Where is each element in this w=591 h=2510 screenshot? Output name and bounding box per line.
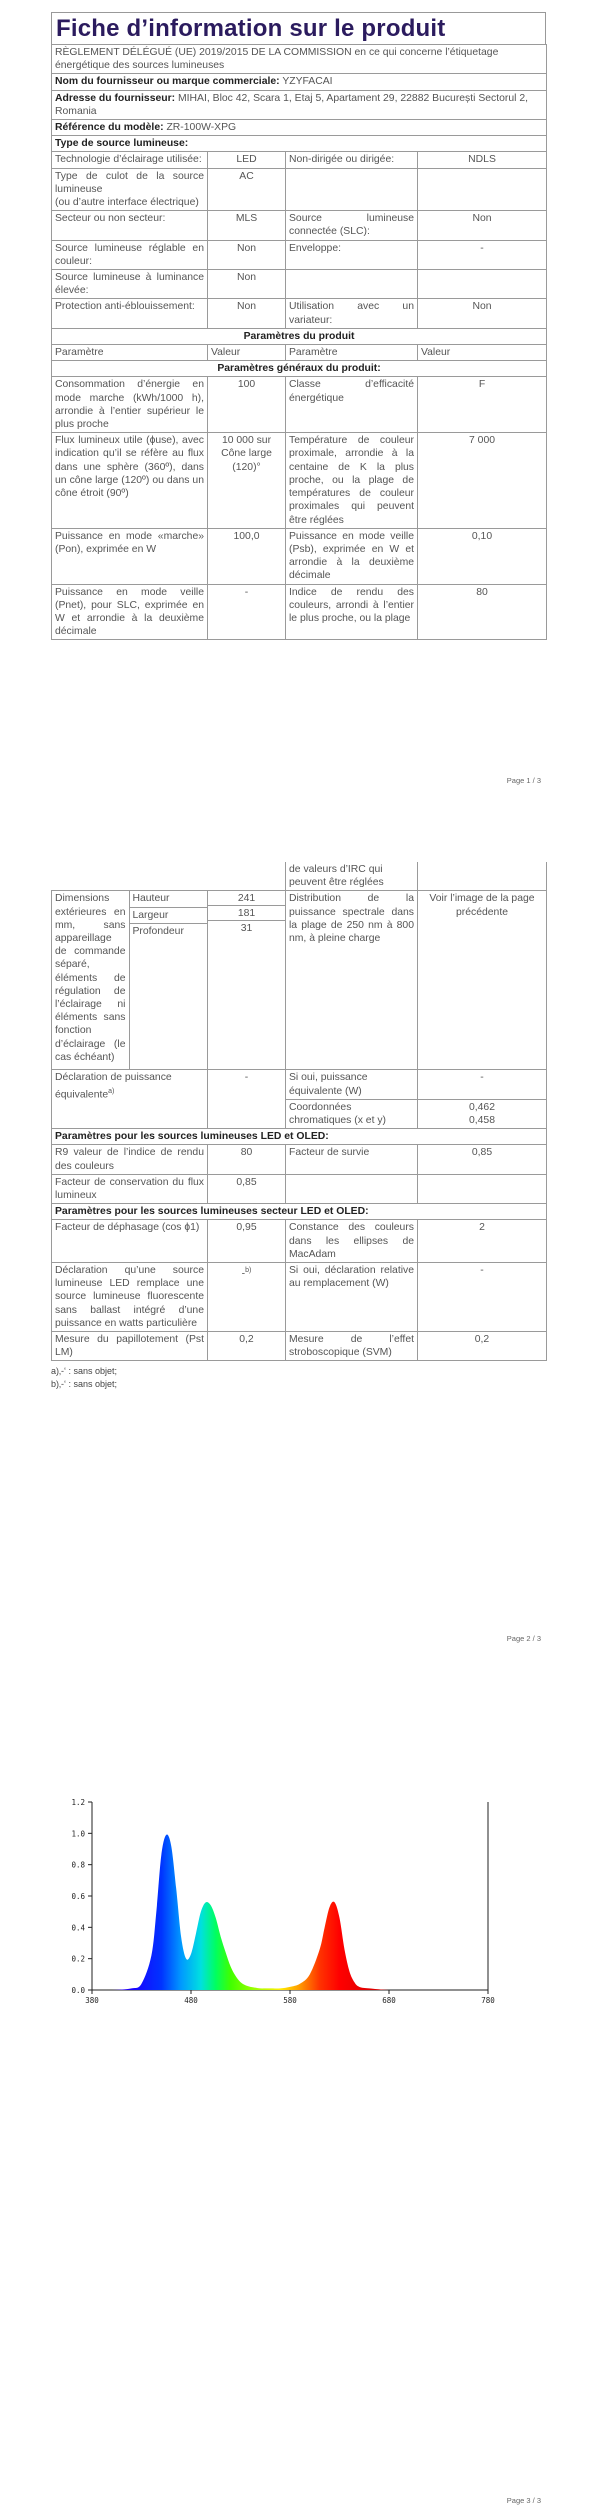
type-label: Source lumineuse à luminance élevée: (52, 270, 208, 299)
spectrum-plot (56, 1788, 526, 2018)
type-value: LED (208, 152, 286, 168)
supplier-address-label: Adresse du fournisseur: (55, 92, 176, 104)
general-label: Puissance en mode veille (Pnet), pour SLC, exprimée en W et arrondie à la deuxième décimale (52, 584, 208, 640)
type-label-2: Non-dirigée ou dirigée: (286, 152, 418, 168)
type-label-2: Utilisation avec un variateur: (286, 299, 418, 328)
dim-width-label: Largeur (129, 907, 208, 923)
spectral-distribution-chart (56, 1788, 526, 2018)
regulation-row (52, 45, 547, 74)
type-value-2: NDLS (418, 152, 547, 168)
type-row (52, 168, 547, 211)
page-1 (0, 0, 591, 790)
general-label-2: Classe d’efficacité énergétique (286, 377, 418, 433)
type-row (52, 240, 547, 269)
col-param-1: Paramètre (52, 345, 208, 361)
led-label-2 (286, 1174, 418, 1203)
led-row (52, 1174, 547, 1203)
type-value-2: Non (418, 211, 547, 240)
y-tick-label: 0.6 (71, 1892, 85, 1901)
chromaticity-x: 0,462 (468, 1101, 495, 1113)
dim-height-label: Hauteur (129, 891, 208, 907)
type-row (52, 211, 547, 240)
params-heading: Paramètres du produit (52, 328, 547, 344)
equivalent-power-row (52, 1070, 547, 1099)
type-heading: Type de source lumineuse: (52, 136, 547, 152)
y-tick-label: 0.8 (71, 1860, 85, 1870)
spectral-value: Voir l’image de la page précédente (418, 891, 547, 1070)
y-tick-label: 1.0 (71, 1829, 85, 1839)
mains-heading-row (52, 1204, 547, 1220)
type-label-2: Enveloppe: (286, 240, 418, 269)
dim-depth-value: 31 (240, 923, 253, 935)
type-value-2: Non (418, 299, 547, 328)
dim-width-value: 181 (208, 906, 285, 921)
general-label: Consommation d’énergie en mode marche (kWh/1000 h), arrondie à l’entier supérieur le plus proche (52, 377, 208, 433)
mains-heading: Paramètres pour les sources lumineuses secteur LED et OLED: (52, 1204, 547, 1220)
type-label-2 (286, 270, 418, 299)
col-value-2: Valeur (418, 345, 547, 361)
page-3 (0, 1716, 591, 2510)
mains-value-2: 0,2 (418, 1331, 547, 1360)
general-row (52, 433, 547, 528)
general-value: 100 (208, 377, 286, 433)
equivalent-label: Déclaration de puissance équivalente (55, 1072, 172, 1100)
type-label: Technologie d’éclairage utilisée: (52, 152, 208, 168)
spectral-label: Distribution de la puissance spectrale dans la plage de 250 nm à 800 nm, à pleine charge (286, 891, 418, 1070)
type-value-2: - (418, 240, 547, 269)
equivalent-value: - (208, 1070, 286, 1129)
mains-label: Facteur de déphasage (cos ɸ1) (52, 1220, 208, 1263)
type-row (52, 270, 547, 299)
irc-continued: de valeurs d’IRC qui peuvent être réglées (286, 862, 418, 891)
led-row (52, 1145, 547, 1174)
mains-label: Mesure du papillotement (Pst LM) (52, 1331, 208, 1360)
general-heading: Paramètres généraux du produit: (52, 361, 547, 377)
general-label: Flux lumineux utile (ɸuse), avec indication qu’il se réfère au flux dans une sphère (360º), dans un cône large (120º) ou dans un cône étroit (90º) (52, 433, 208, 528)
equivalent-footnote-ref: a) (108, 1087, 115, 1095)
type-label: Source lumineuse réglable en couleur: (52, 240, 208, 269)
footnote-b: b)‚-‘ : sans objet; (51, 1379, 118, 1390)
mains-label-2: Si oui, déclaration relative au remplacement (W) (286, 1262, 418, 1331)
general-value-2: 80 (418, 584, 547, 640)
supplier-name: YZYFACAI (282, 76, 333, 88)
footnote-a: a)‚-‘ : sans objet; (51, 1366, 118, 1377)
mains-value-2: - (418, 1262, 547, 1331)
general-value: 10 000 sur Cône large (120)° (208, 433, 286, 528)
dim-height-value: 241 (208, 891, 285, 906)
led-value-2: 0,85 (418, 1145, 547, 1174)
type-value: MLS (208, 211, 286, 240)
dim-depth-label: Profondeur (132, 925, 184, 937)
general-value-2: F (418, 377, 547, 433)
general-value: - (208, 584, 286, 640)
supplier-name-label: Nom du fournisseur ou marque commerciale: (55, 76, 280, 88)
led-label: R9 valeur de l’indice de rendu des couleurs (52, 1145, 208, 1174)
page-title: Fiche d’information sur le produit (51, 12, 546, 44)
x-tick-label: 780 (481, 1996, 495, 2005)
type-value-2 (418, 168, 547, 211)
info-table-continued (51, 862, 547, 1361)
type-label-2: Source lumineuse connectée (SLC): (286, 211, 418, 240)
mains-value-text: - (241, 1268, 246, 1280)
general-row (52, 377, 547, 433)
type-heading-row (52, 136, 547, 152)
params-heading-row (52, 328, 547, 344)
type-value: Non (208, 270, 286, 299)
col-value-1: Valeur (208, 345, 286, 361)
model-label: Référence du modèle: (55, 122, 164, 134)
model-row (52, 120, 547, 136)
general-rows (52, 377, 547, 640)
mains-row (52, 1262, 547, 1331)
general-label-2: Indice de rendu des couleurs, arrondi à l’entier le plus proche, ou la plage (286, 584, 418, 640)
led-value: 80 (208, 1145, 286, 1174)
general-value-2: 7 000 (418, 433, 547, 528)
general-value-2: 0,10 (418, 528, 547, 584)
type-row (52, 299, 547, 328)
dimensions-label: Dimensions extérieures en mm, sans appareillage de commande séparé, éléments de régulation de l’éclairage ni éléments sans fonction d’éclairage (le cas échéant) (52, 891, 129, 1069)
type-label: Protection anti-éblouissement: (52, 299, 208, 328)
regulation-text: RÈGLEMENT DÉLÉGUÉ (UE) 2019/2015 DE LA COMMISSION en ce qui concerne l’étiquetage énergétique des sources lumineuses (52, 45, 547, 74)
model-value: ZR-100W-XPG (166, 122, 237, 134)
supplier-name-row (52, 74, 547, 90)
type-row (52, 152, 547, 168)
page-footer-2: Page 2 / 3 (506, 1634, 541, 1643)
product-info-sheet-continued (51, 862, 546, 1391)
general-row (52, 528, 547, 584)
mains-rows (52, 1220, 547, 1361)
page-2 (0, 858, 591, 1648)
y-tick-label: 0.0 (71, 1986, 85, 1995)
led-value-2 (418, 1174, 547, 1203)
mains-label-2: Constance des couleurs dans les ellipses de MacAdam (286, 1220, 418, 1263)
general-value: 100,0 (208, 528, 286, 584)
led-heading: Paramètres pour les sources lumineuses LED et OLED: (52, 1129, 547, 1145)
mains-value-2: 2 (418, 1220, 547, 1263)
chromaticity-label: Coordonnées chromatiques (x et y) (286, 1099, 418, 1128)
product-info-sheet (51, 12, 546, 640)
equivalent-power-value: - (418, 1070, 547, 1099)
mains-label-2: Mesure de l’effet stroboscopique (SVM) (286, 1331, 418, 1360)
chromaticity-y: 0,458 (468, 1114, 495, 1126)
x-tick-label: 380 (85, 1996, 99, 2005)
dimensions-layout (52, 891, 208, 1069)
type-label: Type de culot de la source lumineuse (ou d’autre interface électrique) (52, 168, 208, 211)
general-label: Puissance en mode «marche» (Pon), exprimée en W (52, 528, 208, 584)
led-label: Facteur de conservation du flux lumineux (52, 1174, 208, 1203)
led-heading-row (52, 1129, 547, 1145)
equivalent-power-label: Si oui, puissance équivalente (W) (286, 1070, 418, 1099)
mains-label: Déclaration qu’une source lumineuse LED remplace une source lumineuse fluorescente sans ballast intégré d’une puissance en watts particulière (52, 1262, 208, 1331)
x-tick-label: 580 (283, 1996, 297, 2005)
page-footer-1: Page 1 / 3 (506, 776, 541, 785)
type-label: Secteur ou non secteur: (52, 211, 208, 240)
type-value: Non (208, 240, 286, 269)
mains-row (52, 1331, 547, 1360)
type-rows (52, 152, 547, 328)
supplier-address: MIHAI, Bloc 42, Scara 1, Etaj 5, Apartament 29, 22882 București Sectorul 2, Romania (55, 92, 529, 117)
led-rows (52, 1145, 547, 1204)
info-table (51, 44, 547, 640)
type-label-2 (286, 168, 418, 211)
x-tick-label: 680 (382, 1996, 396, 2005)
x-tick-label: 480 (184, 1996, 198, 2005)
y-tick-label: 0.4 (71, 1923, 85, 1933)
mains-value: 0,95 (208, 1220, 286, 1263)
general-label-2: Température de couleur proximale, arrondie à la centaine de K la plus proche, ou la plage de températures de couleur proximales qui peuvent être réglées (286, 433, 418, 528)
general-label-2: Puissance en mode veille (Psb), exprimée en W et arrondie à la deuxième décimale (286, 528, 418, 584)
led-value: 0,85 (208, 1174, 286, 1203)
mains-value-footnote-ref: b) (245, 1266, 252, 1274)
irc-continued-row (52, 862, 547, 891)
general-heading-row (52, 361, 547, 377)
mains-row (52, 1220, 547, 1263)
type-value: AC (208, 168, 286, 211)
y-tick-label: 1.2 (71, 1798, 85, 1807)
type-value: Non (208, 299, 286, 328)
mains-value: 0,2 (208, 1331, 286, 1360)
type-value-2 (418, 270, 547, 299)
spectrum-area (92, 1835, 488, 1990)
supplier-address-row (52, 90, 547, 119)
footnotes (51, 1365, 546, 1391)
page-footer-3: Page 3 / 3 (506, 2496, 541, 2505)
led-label-2: Facteur de survie (286, 1145, 418, 1174)
params-col-header-row (52, 345, 547, 361)
mains-value (208, 1262, 286, 1331)
y-tick-label: 0.2 (71, 1954, 85, 1964)
general-row (52, 584, 547, 640)
col-param-2: Paramètre (286, 345, 418, 361)
dimensions-row (52, 891, 547, 1070)
